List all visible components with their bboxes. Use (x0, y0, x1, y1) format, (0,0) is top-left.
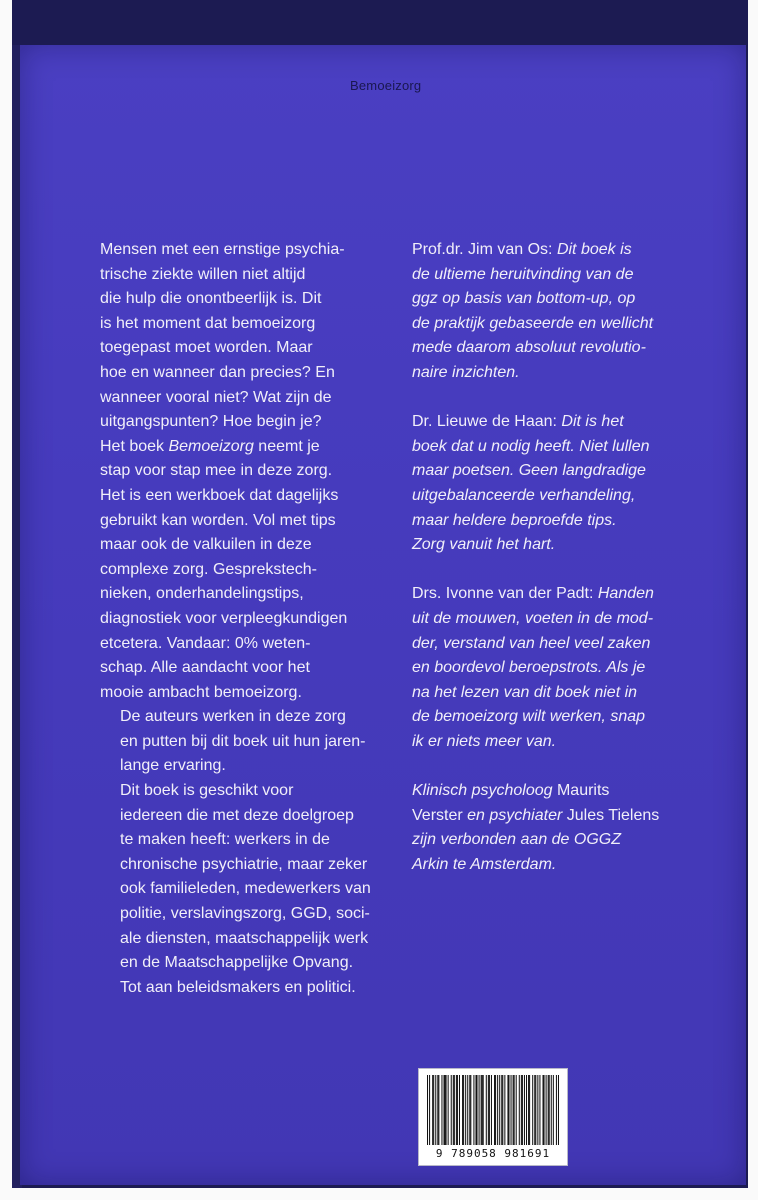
text-line (100, 632, 400, 657)
barcode-bar (502, 1075, 503, 1145)
text-line (100, 877, 400, 902)
text-segment: Tot aan beleidsmakers en politici. (120, 978, 356, 996)
text-segment: Prof.dr. Jim van Os: (412, 241, 557, 258)
text-segment: naire inzichten. (412, 363, 520, 381)
text-segment: mooie ambacht bemoeizorg. (100, 683, 302, 701)
text-segment: Dit is het (561, 413, 624, 431)
text-line (412, 533, 732, 558)
barcode-bar (427, 1075, 428, 1145)
text-segment: boek dat u nodig heeft. Niet lullen (412, 437, 650, 455)
text-line (100, 312, 400, 337)
barcode-bar (469, 1075, 470, 1145)
text-line (100, 828, 400, 853)
barcode-bar (486, 1075, 487, 1145)
barcode-bar (551, 1075, 552, 1145)
text-segment: Dit boek is geschikt voor (120, 782, 294, 800)
barcode-bar (482, 1075, 483, 1145)
text-segment: Maurits (552, 782, 610, 800)
text-line (412, 705, 732, 730)
text-line (100, 681, 400, 706)
text-segment: toegepast moet worden. Maar (100, 339, 313, 357)
barcode-bar (457, 1075, 458, 1145)
text-line (412, 336, 732, 361)
text-segment: Verster (412, 806, 468, 824)
barcode-bar (465, 1075, 466, 1145)
text-line (412, 730, 732, 755)
barcode-bar (445, 1075, 446, 1145)
barcode-bar (438, 1075, 439, 1145)
barcode-bar (488, 1075, 489, 1145)
text-segment: Handen (597, 585, 654, 603)
barcode-bar (556, 1075, 557, 1145)
barcode-bar (473, 1075, 474, 1145)
text-segment: die hulp die onontbeerlijk is. Dit (100, 290, 322, 308)
barcode-bar (524, 1075, 525, 1145)
barcode-bar (467, 1075, 468, 1145)
text-segment: en psychiater (467, 806, 563, 824)
text-segment: etcetera. Vandaar: 0% weten- (100, 634, 311, 652)
right-column (412, 238, 732, 902)
text-segment: te maken heeft: werkers in de (120, 831, 330, 849)
text-line (412, 779, 732, 804)
text-line (100, 902, 400, 927)
text-segment: Het boek (100, 437, 169, 455)
text-segment: uitgangspunten? Hoe begin je? (100, 413, 322, 431)
quote-ivonne-van-der-padt (412, 582, 732, 754)
text-segment: hoe en wanneer dan precies? En (100, 363, 335, 381)
barcode-bar (535, 1075, 536, 1145)
text-line (100, 705, 400, 730)
barcode-bar (435, 1075, 436, 1145)
text-segment: schap. Alle aandacht voor het (100, 659, 310, 677)
text-segment: ale diensten, maatschappelijk werk (120, 929, 369, 947)
barcode-bar (514, 1075, 515, 1145)
author-note (412, 779, 732, 877)
text-line (412, 607, 732, 632)
barcode-bar (532, 1075, 533, 1145)
text-line (412, 435, 732, 460)
barcode-bar (526, 1075, 527, 1145)
text-segment: gebruikt kan worden. Vol met tips (100, 511, 336, 529)
text-line (412, 853, 732, 878)
barcode (418, 1068, 568, 1166)
barcode-bar (470, 1075, 471, 1145)
text-segment: Zorg vanuit het hart. (412, 536, 556, 554)
barcode-bar (494, 1075, 495, 1145)
description-paragraph-2 (100, 705, 400, 779)
barcode-bar (451, 1075, 452, 1145)
text-line (412, 459, 732, 484)
text-segment: trische ziekte willen niet altijd (100, 265, 306, 283)
barcode-bar (522, 1075, 523, 1145)
text-line (100, 730, 400, 755)
text-segment: en boordevol beroepstrots. Als je (412, 659, 646, 677)
barcode-bar (497, 1075, 498, 1145)
barcode-bar (548, 1075, 549, 1145)
text-line (412, 681, 732, 706)
barcode-bar (511, 1075, 512, 1145)
text-line (100, 509, 400, 534)
text-segment: politie, verslavingszorg, GGD, soci- (120, 905, 370, 923)
text-line (100, 927, 400, 952)
text-segment: chronische psychiatrie, maar zeker (120, 855, 368, 873)
barcode-bar (475, 1075, 476, 1145)
barcode-bar (558, 1075, 559, 1145)
text-segment: iedereen die met deze doelgroep (120, 806, 354, 824)
text-line (100, 976, 400, 1001)
text-segment: maar heldere beproefde tips. (412, 511, 617, 529)
barcode-bar (544, 1075, 545, 1145)
text-line (100, 951, 400, 976)
text-line (100, 558, 400, 583)
barcode-bar (477, 1075, 478, 1145)
barcode-bar (462, 1075, 463, 1145)
text-line (100, 410, 400, 435)
barcode-bar (534, 1075, 535, 1145)
barcode-bar (432, 1075, 433, 1145)
text-line (100, 484, 400, 509)
description-paragraph-3 (100, 779, 400, 1000)
barcode-bar (546, 1075, 547, 1145)
quote-lieuwe-de-haan (412, 410, 732, 558)
barcode-bar (489, 1075, 490, 1145)
text-segment: De auteurs werken in deze zorg (120, 708, 346, 726)
barcode-bar (528, 1075, 529, 1145)
barcode-bar (549, 1075, 550, 1145)
text-line (412, 656, 732, 681)
barcode-bars (427, 1075, 559, 1145)
barcode-bar (499, 1075, 500, 1145)
text-line (100, 607, 400, 632)
text-line (100, 386, 400, 411)
barcode-bar (553, 1075, 554, 1145)
text-segment: uit de mouwen, voeten in de mod- (412, 609, 654, 627)
barcode-bar (446, 1075, 447, 1145)
text-line (412, 361, 732, 386)
text-line (100, 435, 400, 460)
barcode-bar (516, 1075, 517, 1145)
text-line (412, 509, 732, 534)
text-segment: Arkin te Amsterdam. (412, 855, 557, 873)
barcode-bar (491, 1075, 492, 1145)
barcode-bar (463, 1075, 464, 1145)
text-line (100, 263, 400, 288)
text-segment: maar poetsen. Geen langdradige (412, 462, 646, 480)
text-segment: Drs. Ivonne van der Padt: (412, 585, 598, 603)
barcode-bar (479, 1075, 480, 1145)
isbn-number: 9 789058 981691 (435, 1147, 551, 1160)
barcode-bar (433, 1075, 434, 1145)
text-line (100, 361, 400, 386)
text-line (100, 533, 400, 558)
text-line (412, 312, 732, 337)
text-line (100, 779, 400, 804)
barcode-bar (521, 1075, 522, 1145)
barcode-bar (501, 1075, 502, 1145)
text-line (100, 336, 400, 361)
barcode-bar (483, 1075, 484, 1145)
text-segment: Mensen met een ernstige psychia- (100, 241, 345, 258)
text-line (412, 263, 732, 288)
text-segment: maar ook de valkuilen in deze (100, 536, 312, 554)
text-segment: en putten bij dit boek uit hun jaren- (120, 732, 366, 750)
barcode-bar (456, 1075, 457, 1145)
text-segment: zijn verbonden aan de OGGZ (412, 831, 622, 849)
text-line (412, 828, 732, 853)
series-title: Bemoeizorg (350, 78, 422, 93)
text-line (412, 410, 732, 435)
text-segment: Dit boek is (556, 241, 632, 258)
quote-jim-van-os (412, 238, 732, 386)
text-segment: lange ervaring. (120, 757, 226, 775)
barcode-bar (437, 1075, 438, 1145)
barcode-bar (441, 1075, 442, 1145)
text-line (100, 804, 400, 829)
text-line (412, 287, 732, 312)
text-segment: ik er niets meer van. (412, 732, 557, 750)
text-segment: complexe zorg. Gesprekstech- (100, 560, 317, 578)
barcode-bar (495, 1075, 496, 1145)
barcode-bar (454, 1075, 455, 1145)
text-line (100, 656, 400, 681)
barcode-bar (529, 1075, 530, 1145)
text-segment: en de Maatschappelijke Opvang. (120, 954, 354, 972)
barcode-bar (448, 1075, 449, 1145)
text-line (100, 459, 400, 484)
text-segment: nieken, onderhandelingstips, (100, 585, 304, 603)
text-segment: de praktijk gebaseerde en wellicht (412, 314, 654, 332)
text-line (100, 853, 400, 878)
text-line (412, 484, 732, 509)
text-line (412, 632, 732, 657)
text-segment: der, verstand van heel veel zaken (412, 634, 651, 652)
text-line (412, 238, 732, 263)
text-segment: ook familieleden, medewerkers van (120, 880, 371, 898)
text-segment: neemt je (253, 437, 320, 455)
text-line (100, 754, 400, 779)
barcode-bar (504, 1075, 505, 1145)
text-line (100, 287, 400, 312)
barcode-bar (537, 1075, 538, 1145)
left-column (100, 238, 400, 1000)
barcode-bar (507, 1075, 508, 1145)
text-line (100, 238, 400, 263)
text-segment: stap voor stap mee in deze zorg. (100, 462, 333, 480)
text-segment: ggz op basis van bottom-up, op (412, 290, 636, 308)
text-segment: Jules Tielens (562, 806, 660, 824)
barcode-bar (539, 1075, 540, 1145)
text-segment: mede daarom absoluut revolutio- (412, 339, 646, 357)
text-segment: wanneer vooral niet? Wat zijn de (100, 388, 332, 406)
barcode-bar (519, 1075, 520, 1145)
text-segment: Bemoeizorg (168, 437, 254, 455)
text-line (412, 804, 732, 829)
text-segment: Het is een werkboek dat dagelijks (100, 486, 339, 504)
barcode-bar (508, 1075, 509, 1145)
text-segment: de ultieme heruitvinding van de (412, 265, 634, 283)
barcode-bar (481, 1075, 482, 1145)
barcode-bar (444, 1075, 445, 1145)
barcode-bar (453, 1075, 454, 1145)
barcode-bar (513, 1075, 514, 1145)
barcode-bar (429, 1075, 430, 1145)
description-paragraph-1 (100, 238, 400, 705)
text-line (100, 582, 400, 607)
text-segment: diagnostiek voor verpleegkundigen (100, 609, 348, 627)
text-line (412, 582, 732, 607)
text-segment: na het lezen van dit boek niet in (412, 683, 638, 701)
barcode-bar (459, 1075, 460, 1145)
text-segment: Klinisch psycholoog (412, 782, 553, 800)
barcode-bar (543, 1075, 544, 1145)
text-segment: Dr. Lieuwe de Haan: (412, 413, 562, 431)
text-segment: is het moment dat bemoeizorg (100, 314, 316, 332)
text-segment: de bemoeizorg wilt werken, snap (412, 708, 646, 726)
text-segment: uitgebalanceerde verhandeling, (412, 486, 636, 504)
